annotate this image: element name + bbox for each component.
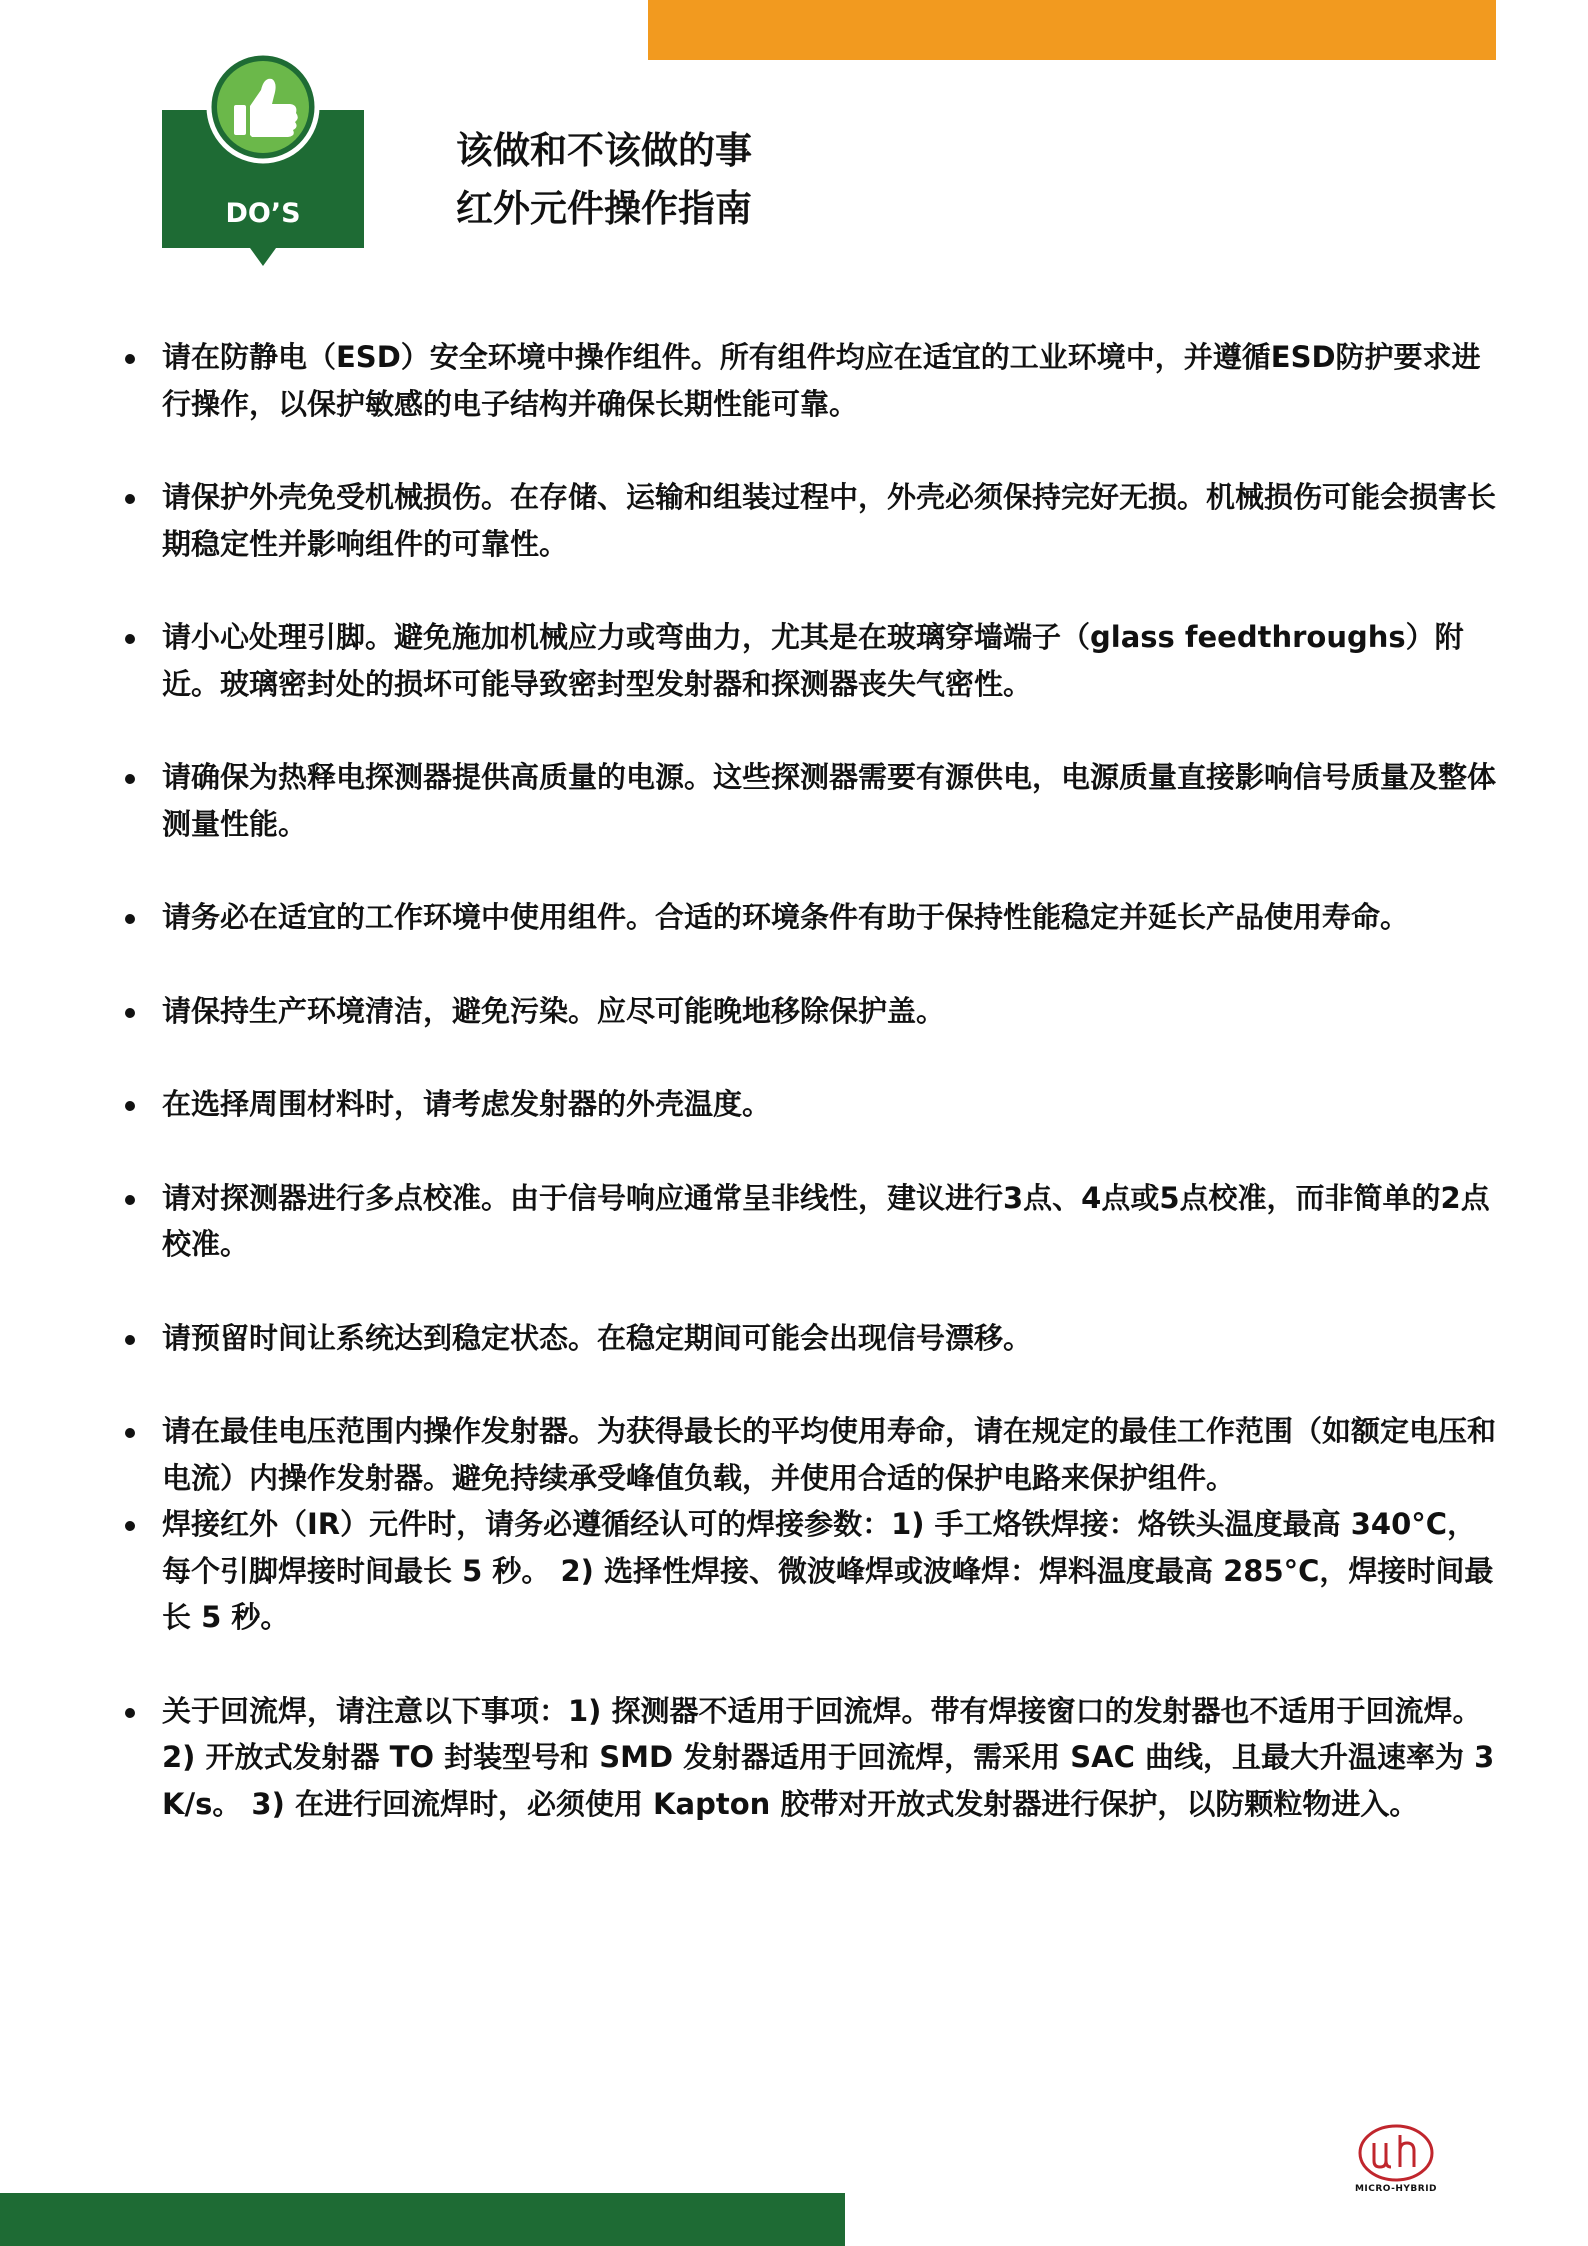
list-item: 焊接红外（IR）元件时，请务必遵循经认可的焊接参数：1) 手工烙铁焊接：烙铁头温度最高 340°C，每个引脚焊接时间最长 5 秒。 2) 选择性焊接、微波峰焊或波峰焊：焊料温度最高 285°C，焊接时间最长 5 秒。 [118,1501,1498,1641]
top-accent-bar [648,0,1496,60]
logo-mark-icon [1356,2123,1436,2183]
list-item: 请小心处理引脚。避免施加机械应力或弯曲力，尤其是在玻璃穿墙端子（glass feedthroughs）附近。玻璃密封处的损坏可能导致密封型发射器和探测器丧失气密性。 [118,614,1498,707]
list-item: 请务必在适宜的工作环境中使用组件。合适的环境条件有助于保持性能稳定并延长产品使用寿命。 [118,894,1498,941]
page-title [456,122,752,238]
list-item: 请确保为热释电探测器提供高质量的电源。这些探测器需要有源供电，电源质量直接影响信号质量及整体测量性能。 [118,754,1498,847]
list-item: 在选择周围材料时，请考虑发射器的外壳温度。 [118,1081,1498,1128]
dos-badge [158,50,368,270]
logo-text: MICRO-HYBRID [1354,2184,1438,2194]
title-line-2: 红外元件操作指南 [456,187,752,230]
list-item: 请对探测器进行多点校准。由于信号响应通常呈非线性，建议进行3点、4点或5点校准，而非简单的2点校准。 [118,1175,1498,1268]
list-item: 请在防静电（ESD）安全环境中操作组件。所有组件均应在适宜的工业环境中，并遵循ESD防护要求进行操作，以保护敏感的电子结构并确保长期性能可靠。 [118,334,1498,427]
thumbs-up-icon [158,50,368,270]
list-item: 请保护外壳免受机械损伤。在存储、运输和组装过程中，外壳必须保持完好无损。机械损伤可能会损害长期稳定性并影响组件的可靠性。 [118,474,1498,567]
list-item: 请在最佳电压范围内操作发射器。为获得最长的平均使用寿命，请在规定的最佳工作范围（如额定电压和电流）内操作发射器。避免持续承受峰值负载，并使用合适的保护电路来保护组件。 [118,1408,1498,1501]
micro-hybrid-logo [1340,2123,1452,2203]
list-item: 请保持生产环境清洁，避免污染。应尽可能晚地移除保护盖。 [118,988,1498,1035]
list-item: 关于回流焊，请注意以下事项：1) 探测器不适用于回流焊。带有焊接窗口的发射器也不适用于回流焊。 2) 开放式发射器 TO 封装型号和 SMD 发射器适用于回流焊，需采用 SAC 曲线，且最大升温速率为 3 K/s。 3) 在进行回流焊时，必须使用 Kapton 胶带对开放式发射器进行保护，以防颗粒物进入。 [118,1688,1498,1828]
dos-list [118,334,1498,1827]
badge-label: DO’S [225,198,301,229]
bottom-accent-bar [0,2193,845,2246]
title-line-1: 该做和不该做的事 [456,129,752,172]
list-item: 请预留时间让系统达到稳定状态。在稳定期间可能会出现信号漂移。 [118,1315,1498,1362]
